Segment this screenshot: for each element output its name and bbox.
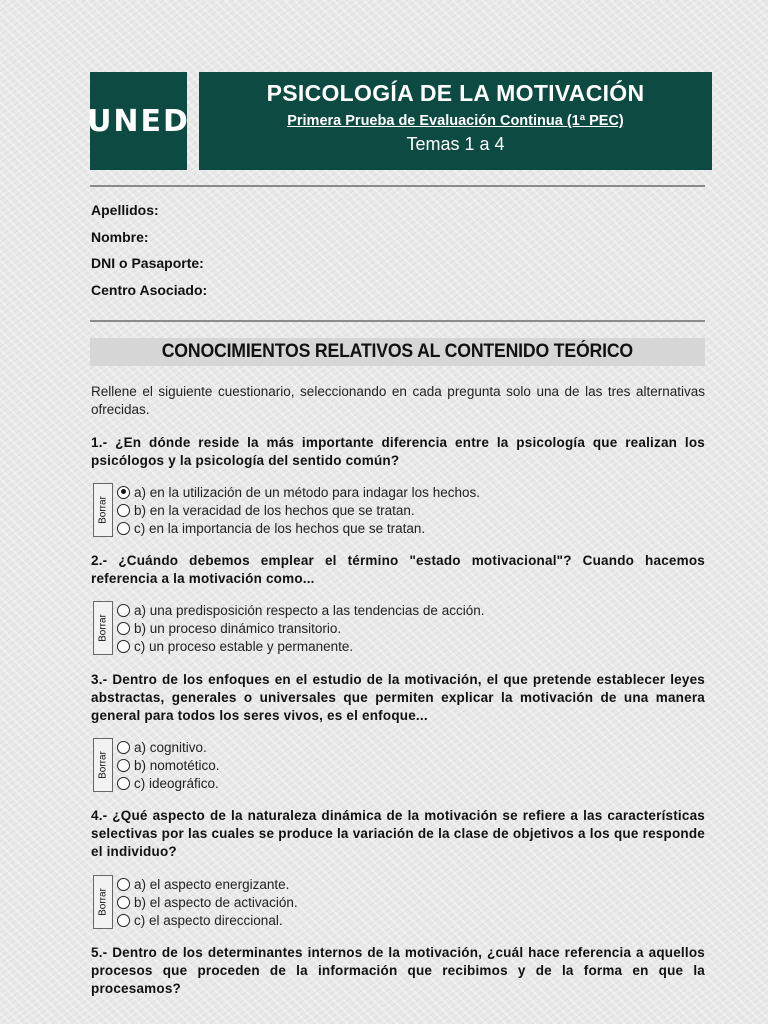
borrar-button[interactable]: Borrar [93, 601, 113, 655]
divider-fields [90, 320, 705, 322]
question-2: 2.- ¿Cuándo debemos emplear el término "estado motivacional"? Cuando hacemos referencia a la motivación como... [91, 553, 705, 586]
radio-icon[interactable] [117, 759, 130, 772]
logo-text: UNED [87, 103, 190, 139]
borrar-button[interactable]: Borrar [93, 738, 113, 792]
radio-icon[interactable] [117, 896, 130, 909]
divider-top [90, 185, 705, 187]
question-5: 5.- Dentro de los determinantes internos de la motivación, ¿cuál hace referencia a aquellos procesos que proceden de la información que recibimos y de la forma en que la procesamos? [91, 945, 705, 996]
field-nombre[interactable]: Nombre: [91, 228, 149, 245]
borrar-button[interactable]: Borrar [93, 875, 113, 929]
document-subtitle: Primera Prueba de Evaluación Continua (1ª PEC) [287, 113, 624, 129]
radio-icon[interactable] [117, 741, 130, 754]
option-q1-c[interactable]: c) en la importancia de los hechos que se tratan. [117, 519, 425, 537]
section-header [90, 338, 705, 366]
section-title: CONOCIMIENTOS RELATIVOS AL CONTENIDO TEÓRICO [161, 341, 634, 362]
radio-icon[interactable] [117, 522, 130, 535]
radio-icon[interactable] [117, 622, 130, 635]
option-q3-b[interactable]: b) nomotético. [117, 756, 220, 774]
student-fields [91, 202, 207, 308]
radio-checked-icon[interactable] [117, 486, 130, 499]
options-q4 [91, 875, 705, 929]
question-3: 3.- Dentro de los enfoques en el estudio de la motivación, el que pretende establecer leyes abstractas, generales o universales que permiten explicar la motivación de una manera general para todos los seres vivos, es el enfoque... [91, 672, 705, 723]
option-q4-a[interactable]: a) el aspecto energizante. [117, 875, 289, 893]
question-4: 4.- ¿Qué aspecto de la naturaleza dinámica de la motivación se refiere a las características selectivas por las cuales se produce la variación de la clase de objetivos a los que responde el individuo? [91, 808, 705, 859]
option-q4-c[interactable]: c) el aspecto direccional. [117, 911, 283, 929]
option-q3-c[interactable]: c) ideográfico. [117, 774, 219, 792]
document-topics: Temas 1 a 4 [406, 134, 505, 154]
radio-icon[interactable] [117, 914, 130, 927]
document-title: PSICOLOGÍA DE LA MOTIVACIÓN [266, 80, 645, 106]
option-q4-b[interactable]: b) el aspecto de activación. [117, 893, 298, 911]
header [87, 72, 712, 170]
options-q1 [91, 483, 705, 537]
borrar-button[interactable]: Borrar [93, 483, 113, 537]
radio-icon[interactable] [117, 640, 130, 653]
radio-icon[interactable] [117, 504, 130, 517]
option-q2-b[interactable]: b) un proceso dinámico transitorio. [117, 619, 341, 637]
field-centro[interactable]: Centro Asociado: [91, 281, 208, 298]
uned-logo [87, 72, 190, 170]
radio-icon[interactable] [117, 777, 130, 790]
field-apellidos[interactable]: Apellidos: [91, 202, 159, 218]
options-q3 [91, 738, 705, 792]
title-box [199, 72, 712, 170]
instructions: Rellene el siguiente cuestionario, seleccionando en cada pregunta solo una de las tres alternativas ofrecidas. [91, 384, 705, 417]
radio-icon[interactable] [117, 878, 130, 891]
options-q2 [91, 601, 705, 655]
option-q1-b[interactable]: b) en la veracidad de los hechos que se tratan. [117, 501, 415, 519]
radio-icon[interactable] [117, 604, 130, 617]
option-q2-a[interactable]: a) una predisposición respecto a las tendencias de acción. [117, 601, 484, 619]
option-q3-a[interactable]: a) cognitivo. [117, 738, 207, 756]
option-q2-c[interactable]: c) un proceso estable y permanente. [117, 637, 353, 655]
question-1: 1.- ¿En dónde reside la más importante diferencia entre la psicología que realizan los psicólogos y la psicología del sentido común? [91, 435, 705, 468]
option-q1-a[interactable]: a) en la utilización de un método para indagar los hechos. [117, 483, 480, 501]
field-dni[interactable]: DNI o Pasaporte: [91, 255, 204, 271]
